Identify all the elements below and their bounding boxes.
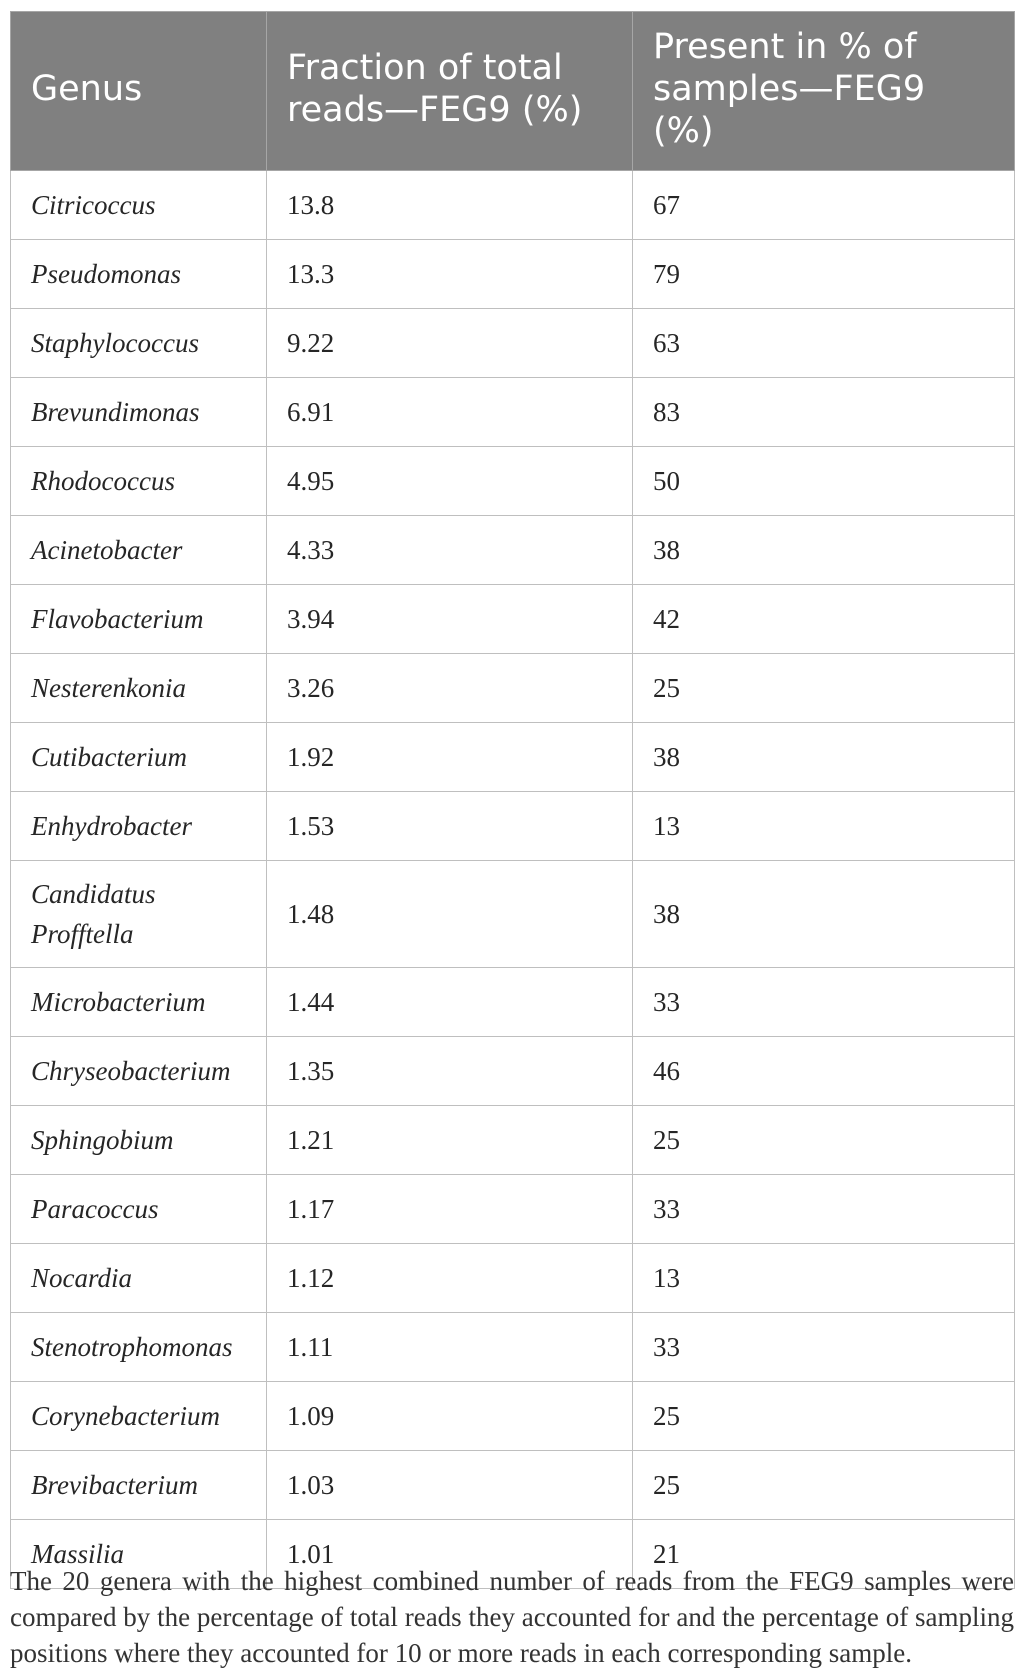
genus-cell: Pseudomonas bbox=[11, 240, 267, 309]
present-cell: 79 bbox=[633, 240, 1015, 309]
genus-cell: Brevundimonas bbox=[11, 378, 267, 447]
present-cell: 46 bbox=[633, 1037, 1015, 1106]
genus-cell: Staphylococcus bbox=[11, 309, 267, 378]
genus-cell: Candidatus Profftella bbox=[11, 861, 267, 968]
fraction-cell: 9.22 bbox=[267, 309, 633, 378]
present-cell: 13 bbox=[633, 792, 1015, 861]
genus-cell: Sphingobium bbox=[11, 1106, 267, 1175]
header-row bbox=[11, 12, 1015, 171]
fraction-cell: 1.21 bbox=[267, 1106, 633, 1175]
table-row bbox=[11, 1037, 1015, 1106]
genus-cell: Massilia bbox=[11, 1520, 267, 1589]
present-cell: 38 bbox=[633, 723, 1015, 792]
present-cell: 25 bbox=[633, 1106, 1015, 1175]
fraction-cell: 1.53 bbox=[267, 792, 633, 861]
present-cell: 13 bbox=[633, 1244, 1015, 1313]
genus-cell: Flavobacterium bbox=[11, 585, 267, 654]
present-cell: 63 bbox=[633, 309, 1015, 378]
fraction-cell: 1.03 bbox=[267, 1451, 633, 1520]
present-cell: 33 bbox=[633, 1313, 1015, 1382]
present-cell: 25 bbox=[633, 1451, 1015, 1520]
fraction-cell: 1.35 bbox=[267, 1037, 633, 1106]
genus-cell: Citricoccus bbox=[11, 171, 267, 240]
table-row bbox=[11, 1106, 1015, 1175]
table-row bbox=[11, 654, 1015, 723]
genus-cell: Rhodococcus bbox=[11, 447, 267, 516]
table-row bbox=[11, 1451, 1015, 1520]
fraction-cell: 3.94 bbox=[267, 585, 633, 654]
table-row bbox=[11, 1382, 1015, 1451]
table-row bbox=[11, 378, 1015, 447]
present-cell: 33 bbox=[633, 968, 1015, 1037]
genus-table-container bbox=[10, 11, 1014, 1589]
genus-cell: Corynebacterium bbox=[11, 1382, 267, 1451]
genus-cell: Nesterenkonia bbox=[11, 654, 267, 723]
table-caption: The 20 genera with the highest combined number of reads from the FEG9 samples were compared by the percentage of total reads they accounted for and the percentage of sampling positions where they accounted for 10 or more reads in each corresponding sample. bbox=[10, 1566, 1014, 1668]
fraction-cell: 1.92 bbox=[267, 723, 633, 792]
genus-table bbox=[10, 11, 1015, 1589]
genus-cell: Nocardia bbox=[11, 1244, 267, 1313]
table-row bbox=[11, 447, 1015, 516]
present-cell: 50 bbox=[633, 447, 1015, 516]
fraction-cell: 1.48 bbox=[267, 861, 633, 968]
fraction-cell: 3.26 bbox=[267, 654, 633, 723]
genus-cell: Brevibacterium bbox=[11, 1451, 267, 1520]
present-cell: 33 bbox=[633, 1175, 1015, 1244]
header-fraction-of-total-reads: Fraction of total reads—FEG9 (%) bbox=[267, 12, 633, 171]
present-cell: 25 bbox=[633, 654, 1015, 723]
table-row bbox=[11, 792, 1015, 861]
fraction-cell: 13.3 bbox=[267, 240, 633, 309]
table-row bbox=[11, 1175, 1015, 1244]
table-row bbox=[11, 240, 1015, 309]
table-row bbox=[11, 1313, 1015, 1382]
genus-cell: Acinetobacter bbox=[11, 516, 267, 585]
present-cell: 21 bbox=[633, 1520, 1015, 1589]
genus-cell: Cutibacterium bbox=[11, 723, 267, 792]
genus-cell: Paracoccus bbox=[11, 1175, 267, 1244]
genus-cell: Chryseobacterium bbox=[11, 1037, 267, 1106]
table-row bbox=[11, 968, 1015, 1037]
fraction-cell: 13.8 bbox=[267, 171, 633, 240]
genus-cell: Microbacterium bbox=[11, 968, 267, 1037]
genus-cell: Enhydrobacter bbox=[11, 792, 267, 861]
table-row bbox=[11, 723, 1015, 792]
fraction-cell: 1.11 bbox=[267, 1313, 633, 1382]
fraction-cell: 1.17 bbox=[267, 1175, 633, 1244]
table-row bbox=[11, 516, 1015, 585]
fraction-cell: 4.33 bbox=[267, 516, 633, 585]
present-cell: 38 bbox=[633, 516, 1015, 585]
table-row bbox=[11, 585, 1015, 654]
present-cell: 83 bbox=[633, 378, 1015, 447]
table-row bbox=[11, 309, 1015, 378]
present-cell: 67 bbox=[633, 171, 1015, 240]
table-row bbox=[11, 861, 1015, 968]
table-row bbox=[11, 1244, 1015, 1313]
fraction-cell: 1.44 bbox=[267, 968, 633, 1037]
header-genus: Genus bbox=[11, 12, 267, 171]
table-row bbox=[11, 171, 1015, 240]
present-cell: 25 bbox=[633, 1382, 1015, 1451]
present-cell: 42 bbox=[633, 585, 1015, 654]
fraction-cell: 6.91 bbox=[267, 378, 633, 447]
fraction-cell: 1.12 bbox=[267, 1244, 633, 1313]
fraction-cell: 4.95 bbox=[267, 447, 633, 516]
table-body bbox=[11, 171, 1015, 1589]
table-header bbox=[11, 12, 1015, 171]
fraction-cell: 1.09 bbox=[267, 1382, 633, 1451]
present-cell: 38 bbox=[633, 861, 1015, 968]
genus-cell: Stenotrophomonas bbox=[11, 1313, 267, 1382]
fraction-cell: 1.01 bbox=[267, 1520, 633, 1589]
header-present-in-percent-samples: Present in % of samples—FEG9 (%) bbox=[633, 12, 1015, 171]
